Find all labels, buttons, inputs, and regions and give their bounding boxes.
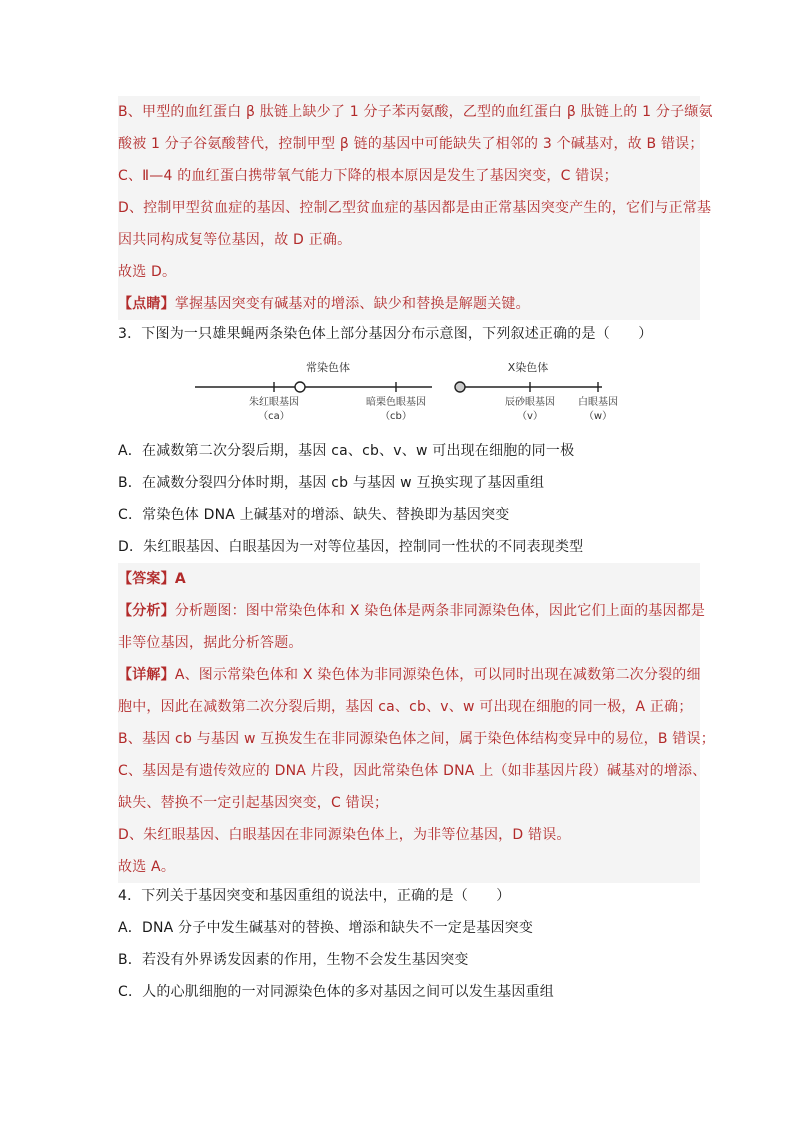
key-point [118, 288, 700, 320]
q4-block [118, 880, 700, 1008]
analysis-text-1: 分析题图：图中常染色体和 X 染色体是两条非同源染色体，因此它们上面的基因都是 [174, 603, 706, 619]
autosome-title: 常染色体 [306, 361, 350, 374]
gene-name-cb: 暗栗色眼基因 [366, 397, 426, 408]
analysis-tag: 【分析】 [118, 603, 175, 619]
q3-conclusion: 故选 A。 [118, 859, 176, 875]
gene-name-ca: 朱红眼基因 [249, 397, 299, 408]
x-chromosome-title: X染色体 [507, 361, 549, 374]
chromosome-diagram [190, 357, 630, 425]
q3-stem-block [118, 318, 700, 350]
gene-symbol-v: （v） [517, 411, 543, 422]
x-centromere [455, 382, 465, 392]
explain-d-line2: 因共同构成复等位基因，故 D 正确。 [118, 232, 352, 248]
q3-detail-a-line1 [118, 659, 700, 691]
key-point-text: 掌握基因突变有碱基对的增添、缺少和替换是解题关键。 [174, 296, 530, 312]
q4-option-b: B．若没有外界诱发因素的作用，生物不会发生基因突变 [118, 952, 469, 968]
key-point-tag: 【点睛】 [118, 296, 175, 312]
explain-conclusion: 故选 D。 [118, 264, 177, 280]
q3-analysis-line2: 非等位基因，据此分析答题。 [118, 635, 303, 651]
q4-option-c: C．人的心肌细胞的一对同源染色体的多对基因之间可以发生基因重组 [118, 984, 554, 1000]
answer-tag: 【答案】 [118, 571, 175, 587]
q2-explanation [118, 96, 713, 320]
q3-detail-c-line2: 缺失、替换不一定引起基因突变，C 错误； [118, 795, 389, 811]
q3-answer [118, 563, 700, 595]
gene-symbol-cb: （cb） [380, 411, 412, 422]
gene-symbol-ca: （ca） [258, 411, 290, 422]
detail-tag: 【详解】 [118, 667, 175, 683]
explain-d-line1: D、控制甲型贫血症的基因、控制乙型贫血症的基因都是由正常基因突变产生的，它们与正常基 [118, 200, 712, 216]
q3-stem: 3．下图为一只雄果蝇两条染色体上部分基因分布示意图，下列叙述正确的是（ ） [118, 326, 653, 342]
q3-detail-a-line2: 胞中，因此在减数第二次分裂后期，基因 ca、cb、v、w 可出现在细胞的同一极，A 正确； [118, 699, 693, 715]
explain-b-line2: 酸被 1 分子谷氨酸替代，控制甲型 β 链的基因中可能缺失了相邻的 3 个碱基对，故 B 错误； [118, 136, 704, 152]
q3-detail-d: D、朱红眼基因、白眼基因在非同源染色体上，为非等位基因，D 错误。 [118, 827, 571, 843]
q3-options [118, 435, 700, 563]
q3-explanation [118, 563, 715, 883]
q3-option-c: C．常染色体 DNA 上碱基对的增添、缺失、替换即为基因突变 [118, 507, 510, 523]
detail-a-text-1: A、图示常染色体和 X 染色体为非同源染色体，可以同时出现在减数第二次分裂的细 [174, 667, 701, 683]
q3-option-d: D．朱红眼基因、白眼基因为一对等位基因，控制同一性状的不同表现类型 [118, 539, 584, 555]
answer-value: A [174, 571, 186, 587]
q3-analysis-line1 [118, 595, 706, 627]
q3-option-a: A．在减数第二次分裂后期，基因 ca、cb、v、w 可出现在细胞的同一极 [118, 443, 575, 459]
q3-detail-b: B、基因 cb 与基因 w 互换发生在非同源染色体之间，属于染色体结构变异中的易位，B 错误； [118, 731, 715, 747]
q3-detail-c-line1: C、基因是有遗传效应的 DNA 片段，因此常染色体 DNA 上（如非基因片段）碱基对的增添、 [118, 763, 707, 779]
q3-option-b: B．在减数分裂四分体时期，基因 cb 与基因 w 互换实现了基因重组 [118, 475, 545, 491]
gene-symbol-w: （w） [583, 411, 613, 422]
gene-name-v: 辰砂眼基因 [505, 397, 555, 408]
q4-option-a: A．DNA 分子中发生碱基对的替换、增添和缺失不一定是基因突变 [118, 920, 534, 936]
explain-c-line: C、Ⅱ—4 的血红蛋白携带氧气能力下降的根本原因是发生了基因突变，C 错误； [118, 168, 618, 184]
explain-b-line1: B、甲型的血红蛋白 β 肽链上缺少了 1 分子苯丙氨酸，乙型的血红蛋白 β 肽链上的 1 分子缬氨 [118, 104, 713, 120]
q4-stem: 4．下列关于基因突变和基因重组的说法中，正确的是（ ） [118, 888, 511, 904]
autosome-centromere [295, 382, 305, 392]
gene-name-w: 白眼基因 [578, 397, 618, 408]
